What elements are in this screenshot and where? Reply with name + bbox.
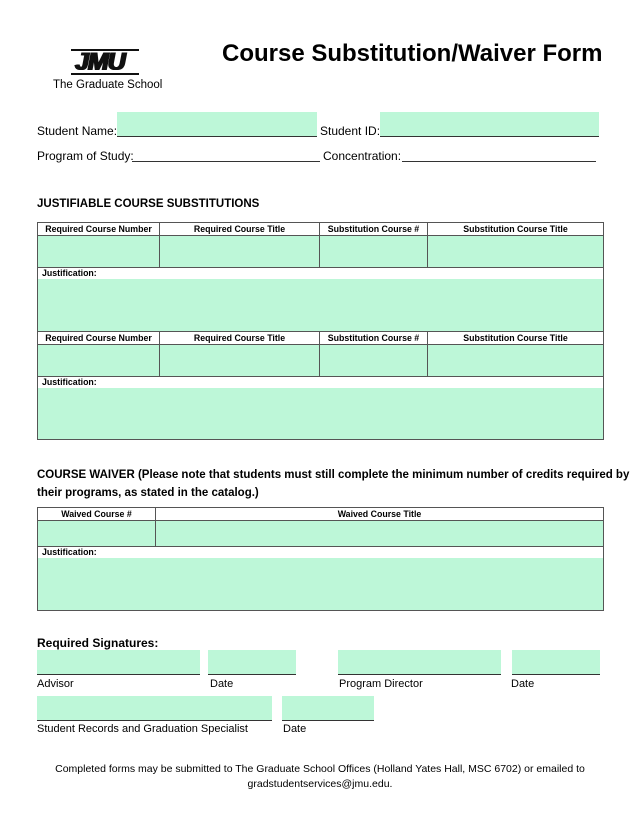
waiver-table xyxy=(37,507,604,611)
records-label: Student Records and Graduation Specialist xyxy=(37,723,248,735)
col-substitution-course-title: Substitution Course Title xyxy=(428,223,604,236)
waived-course-number-field[interactable] xyxy=(38,521,156,547)
records-signature-field[interactable] xyxy=(37,696,272,721)
col-substitution-course-title: Substitution Course Title xyxy=(428,332,604,345)
col-required-course-title: Required Course Title xyxy=(160,332,320,345)
date-label: Date xyxy=(283,723,307,735)
date-label: Date xyxy=(511,678,535,690)
justification-label: Justification: xyxy=(38,268,603,279)
program-director-label: Program Director xyxy=(339,678,423,690)
substitutions-heading: JUSTIFIABLE COURSE SUBSTITUTIONS xyxy=(37,198,260,210)
logo-mark: JMU xyxy=(71,49,139,75)
required-course-title-field[interactable] xyxy=(160,345,320,377)
waiver-heading-line1: COURSE WAIVER (Please note that students must still complete the minimum number of credits required by xyxy=(37,469,630,481)
advisor-date-field[interactable] xyxy=(208,650,296,675)
col-substitution-course-number: Substitution Course # xyxy=(320,332,428,345)
page-title: Course Substitution/Waiver Form xyxy=(222,40,603,67)
required-course-number-field[interactable] xyxy=(38,236,160,268)
program-label: Program of Study: xyxy=(37,149,134,163)
substitution-table-1 xyxy=(37,222,604,332)
col-waived-course-number: Waived Course # xyxy=(38,508,156,521)
footer-line1: Completed forms may be submitted to The Graduate School Offices (Holland Yates Hall, MSC 6702) or emailed to xyxy=(55,763,585,775)
substitution-course-title-field[interactable] xyxy=(428,345,604,377)
concentration-field[interactable] xyxy=(402,143,596,162)
col-required-course-number: Required Course Number xyxy=(38,332,160,345)
justification-label: Justification: xyxy=(38,377,603,388)
required-course-number-field[interactable] xyxy=(38,345,160,377)
advisor-signature-field[interactable] xyxy=(37,650,200,675)
director-signature-field[interactable] xyxy=(338,650,501,675)
justification-label: Justification: xyxy=(38,547,603,558)
waiver-heading xyxy=(37,466,629,502)
logo-subtitle: The Graduate School xyxy=(53,79,163,91)
waived-course-title-field[interactable] xyxy=(156,521,604,547)
justification-field[interactable] xyxy=(38,547,604,611)
director-date-field[interactable] xyxy=(512,650,600,675)
justification-field[interactable] xyxy=(38,377,604,440)
required-course-title-field[interactable] xyxy=(160,236,320,268)
program-field[interactable] xyxy=(132,143,320,162)
substitution-course-number-field[interactable] xyxy=(320,236,428,268)
substitution-course-title-field[interactable] xyxy=(428,236,604,268)
col-waived-course-title: Waived Course Title xyxy=(156,508,604,521)
col-substitution-course-number: Substitution Course # xyxy=(320,223,428,236)
col-required-course-title: Required Course Title xyxy=(160,223,320,236)
concentration-label: Concentration: xyxy=(323,149,402,163)
advisor-label: Advisor xyxy=(37,678,74,690)
signatures-heading: Required Signatures: xyxy=(37,636,159,650)
substitution-table-2 xyxy=(37,331,604,440)
student-name-field[interactable] xyxy=(117,112,317,137)
col-required-course-number: Required Course Number xyxy=(38,223,160,236)
waiver-heading-line2: their programs, as stated in the catalog.) xyxy=(37,487,259,499)
student-name-label: Student Name: xyxy=(37,124,118,138)
footer-line2: gradstudentservices@jmu.edu. xyxy=(247,778,393,790)
footer-note xyxy=(0,762,640,792)
substitution-course-number-field[interactable] xyxy=(320,345,428,377)
student-id-field[interactable] xyxy=(380,112,599,137)
justification-field[interactable] xyxy=(38,268,604,332)
jmu-logo xyxy=(53,49,161,97)
student-id-label: Student ID: xyxy=(320,124,381,138)
records-date-field[interactable] xyxy=(282,696,374,721)
date-label: Date xyxy=(210,678,234,690)
